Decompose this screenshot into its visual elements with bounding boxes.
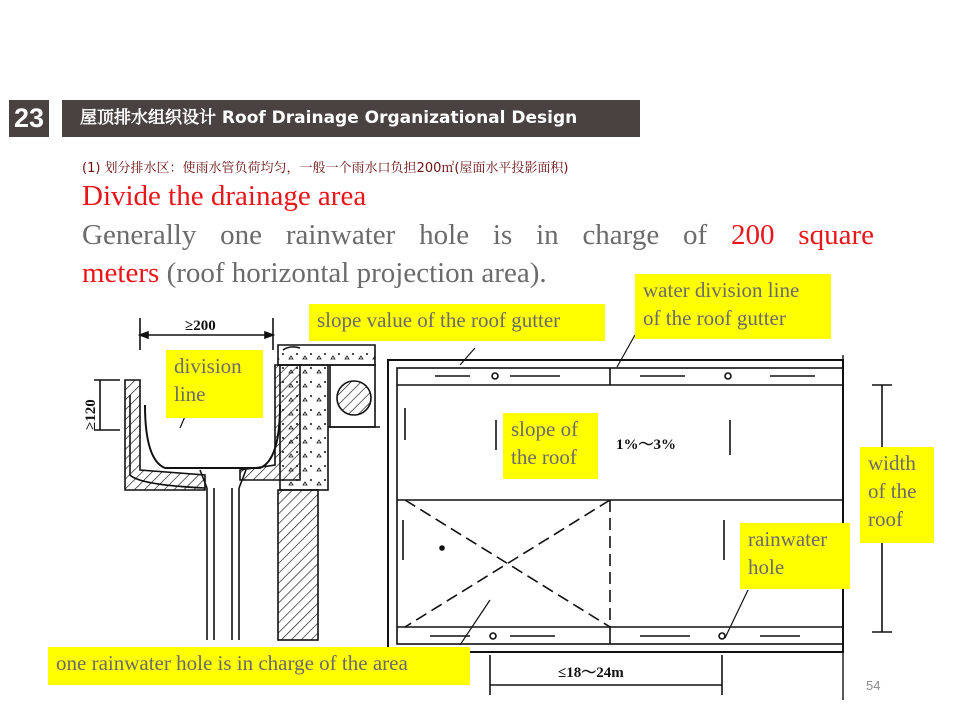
dim-slope-range: 1%～3% (616, 437, 677, 453)
slide-title: 屋顶排水组织设计 Roof Drainage Organizational Design (62, 100, 640, 137)
body-word: one (220, 219, 263, 251)
body-rest: (roof horizontal projection area). (159, 257, 547, 289)
body-word: hole (419, 219, 470, 251)
body-word-red: meters (82, 257, 160, 289)
callout-text: one rainwater hole is in charge of the area (56, 651, 408, 675)
callout-text: the roof (511, 445, 577, 469)
body-word-red: square (798, 219, 874, 251)
callout-text: slope value of the roof gutter (317, 308, 561, 332)
body-word: is (492, 219, 513, 251)
callout-text: hole (748, 555, 785, 579)
callout-text: roof (868, 507, 903, 531)
body-word: Generally (82, 219, 197, 251)
callout-text: of the roof gutter (643, 306, 786, 330)
body-word: charge (582, 219, 660, 251)
red-heading: Divide the drainage area (82, 180, 367, 212)
callout-gutter-slope (309, 304, 605, 341)
body-word: in (536, 219, 559, 251)
callout-text: line (174, 382, 206, 406)
callout-one-hole-area (48, 647, 470, 685)
body-word: rainwater (285, 219, 396, 251)
dim-gutter-width: ≥200 (185, 318, 216, 334)
roof-plan (388, 335, 892, 700)
callout-text: of the (868, 479, 917, 503)
slide-number-badge: 23 (9, 100, 49, 137)
callout-water-division-line (635, 274, 831, 339)
callout-text: rainwater (748, 527, 828, 551)
callout-text: division (174, 354, 242, 378)
callout-width-of-roof (860, 447, 934, 543)
page-number: 54 (866, 678, 881, 693)
body-word: of (683, 219, 708, 251)
callout-division-line (166, 350, 263, 418)
callout-rainwater-hole (740, 523, 850, 589)
callout-text: width (868, 451, 916, 475)
chinese-subtitle: (1) 划分排水区：使雨水管负荷均匀，一般一个雨水口负担200㎡(屋面水平投影面积) (82, 161, 569, 176)
callout-text: water division line (643, 278, 800, 302)
callout-text: slope of (511, 417, 579, 441)
callout-slope-of-roof (503, 413, 598, 479)
dim-length-range: ≤18～24m (558, 665, 624, 681)
body-word-red: 200 (730, 219, 775, 251)
dim-gutter-depth: ≥120 (83, 399, 99, 430)
